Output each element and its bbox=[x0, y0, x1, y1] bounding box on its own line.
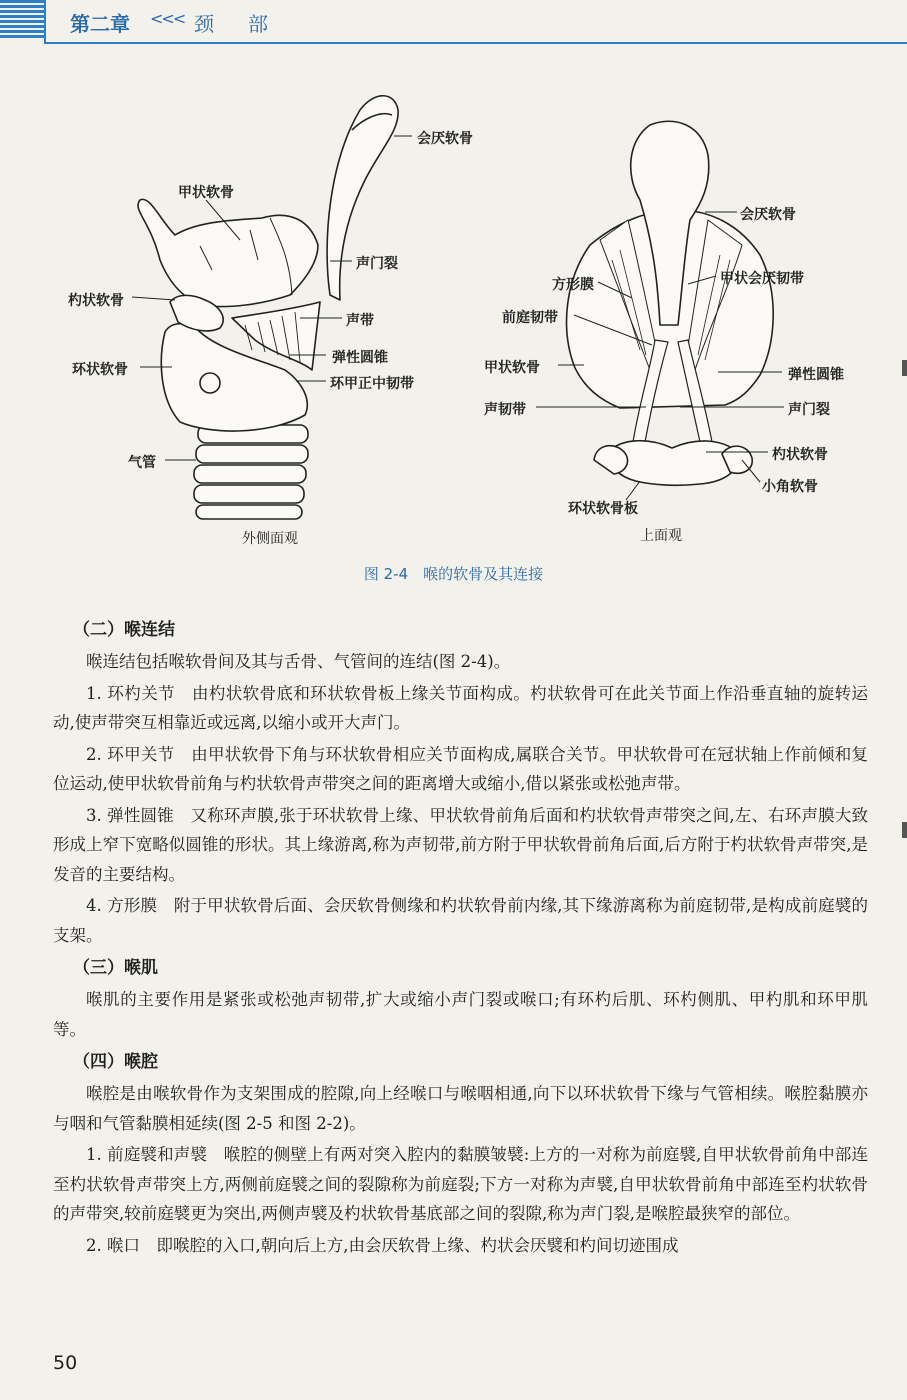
right-view-caption: 上面观 bbox=[640, 528, 682, 544]
cricoid-lamina-shape bbox=[609, 441, 738, 486]
label-rima-glottidis-top: 声门裂 bbox=[788, 402, 830, 418]
label-epiglottic-cartilage: 会厌软骨 bbox=[417, 131, 473, 147]
body-text bbox=[53, 612, 868, 1262]
label-corniculate-cartilage: 小角软骨 bbox=[762, 479, 818, 495]
edge-mark bbox=[902, 822, 907, 838]
label-quadrangular-membrane: 方形膜 bbox=[552, 277, 594, 293]
chapter-title: 第二章 bbox=[70, 12, 130, 36]
figure-caption: 图 2-4 喉的软骨及其连接 bbox=[363, 565, 544, 583]
label-thyroid-cartilage-top: 甲状软骨 bbox=[484, 360, 540, 376]
label-trachea: 气管 bbox=[128, 455, 156, 471]
page-number: 50 bbox=[53, 1352, 78, 1374]
label-vestibular-ligament: 前庭韧带 bbox=[502, 310, 558, 326]
label-median-cricothyroid-ligament: 环甲正中韧带 bbox=[330, 376, 414, 392]
label-rima-glottidis: 声门裂 bbox=[356, 256, 398, 272]
paragraph: 1. 环杓关节 由杓状软骨底和环状软骨板上缘关节面构成。杓状软骨可在此关节面上作沿垂直轴的旋转运动,使声带突互相靠近或远离,以缩小或开大声门。 bbox=[53, 683, 868, 732]
label-cricoid-cartilage: 环状软骨 bbox=[72, 362, 128, 378]
paragraph: 喉连结包括喉软骨间及其与舌骨、气管间的连结(图 2-4)。 bbox=[86, 652, 511, 671]
left-view-caption: 外侧面观 bbox=[242, 531, 298, 547]
label-arytenoid-cartilage-top: 杓状软骨 bbox=[772, 447, 828, 463]
paragraph: 3. 弹性圆锥 又称环声膜,张于环状软骨上缘、甲状软骨前角后面和杓状软骨声带突之间,左、右环声膜大致形成上窄下宽略似圆锥的形状。其上缘游离,称为声韧带,前方附于甲状软骨前角后面,后方附于杓状软骨声带突,是发音的主要结构。 bbox=[53, 805, 868, 884]
section-heading-laryngeal-joints: （二）喉连结 bbox=[73, 620, 175, 640]
section-heading-laryngeal-muscles: （三）喉肌 bbox=[73, 958, 158, 978]
paragraph: 1. 前庭襞和声襞 喉腔的侧壁上有两对突入腔内的黏膜皱襞:上方的一对称为前庭襞,自甲状软骨前角中部连至杓状软骨声带突上方,两侧前庭襞之间的裂隙称为前庭裂;下方一对称为声襞,自甲状软骨前角中部连至杓状软骨的声带突,较前庭襞更为突出,两侧声襞及杓状软骨基底部之间的裂隙,称为声门裂,是喉腔最狭窄的部位。 bbox=[53, 1145, 868, 1223]
label-arytenoid-cartilage: 杓状软骨 bbox=[68, 293, 124, 309]
section-heading-laryngeal-cavity: （四）喉腔 bbox=[73, 1052, 158, 1072]
label-vocal-ligament: 声韧带 bbox=[484, 402, 526, 418]
section-title: 颈部 bbox=[194, 12, 302, 36]
label-vocal-cord: 声带 bbox=[346, 313, 374, 329]
header-rule bbox=[44, 42, 907, 44]
header-divider bbox=[44, 0, 46, 44]
header-decoration bbox=[0, 0, 44, 44]
trachea-rings bbox=[194, 425, 308, 519]
paragraph: 喉肌的主要作用是紧张或松弛声韧带,扩大或缩小声门裂或喉口;有环杓后肌、环杓侧肌、甲杓肌和环甲肌等。 bbox=[53, 990, 868, 1039]
figure-2-4 bbox=[0, 70, 907, 547]
paragraph: 4. 方形膜 附于甲状软骨后面、会厌软骨侧缘和杓状软骨前内缘,其下缘游离称为前庭韧带,是构成前庭襞的支架。 bbox=[53, 896, 868, 945]
label-conus-elasticus-top: 弹性圆锥 bbox=[788, 367, 844, 383]
paragraph: 喉腔是由喉软骨作为支架围成的腔隙,向上经喉口与喉咽相通,向下以环状软骨下缘与气管相续。喉腔黏膜亦与咽和气管黏膜相延续(图 2-5 和图 2-2)。 bbox=[53, 1084, 868, 1133]
paragraph: 2. 环甲关节 由甲状软骨下角与环状软骨相应关节面构成,属联合关节。甲状软骨可在冠状轴上作前倾和复位运动,使甲状软骨前角与杓状软骨声带突之间的距离增大或缩小,借以紧张或松弛声带。 bbox=[53, 744, 868, 793]
label-cricoid-lamina: 环状软骨板 bbox=[568, 501, 638, 517]
thyroid-shape bbox=[138, 199, 318, 306]
label-epiglottic-cartilage-top: 会厌软骨 bbox=[740, 207, 796, 223]
paragraph: 2. 喉口 即喉腔的入口,朝向后上方,由会厌软骨上缘、杓状会厌襞和杓间切迹围成 bbox=[86, 1235, 679, 1255]
label-conus-elasticus: 弹性圆锥 bbox=[332, 350, 388, 366]
label-thyroid-cartilage: 甲状软骨 bbox=[178, 185, 234, 201]
chevrons-icon: <<< bbox=[150, 9, 185, 28]
label-thyroepiglottic-ligament: 甲状会厌韧带 bbox=[720, 271, 804, 287]
